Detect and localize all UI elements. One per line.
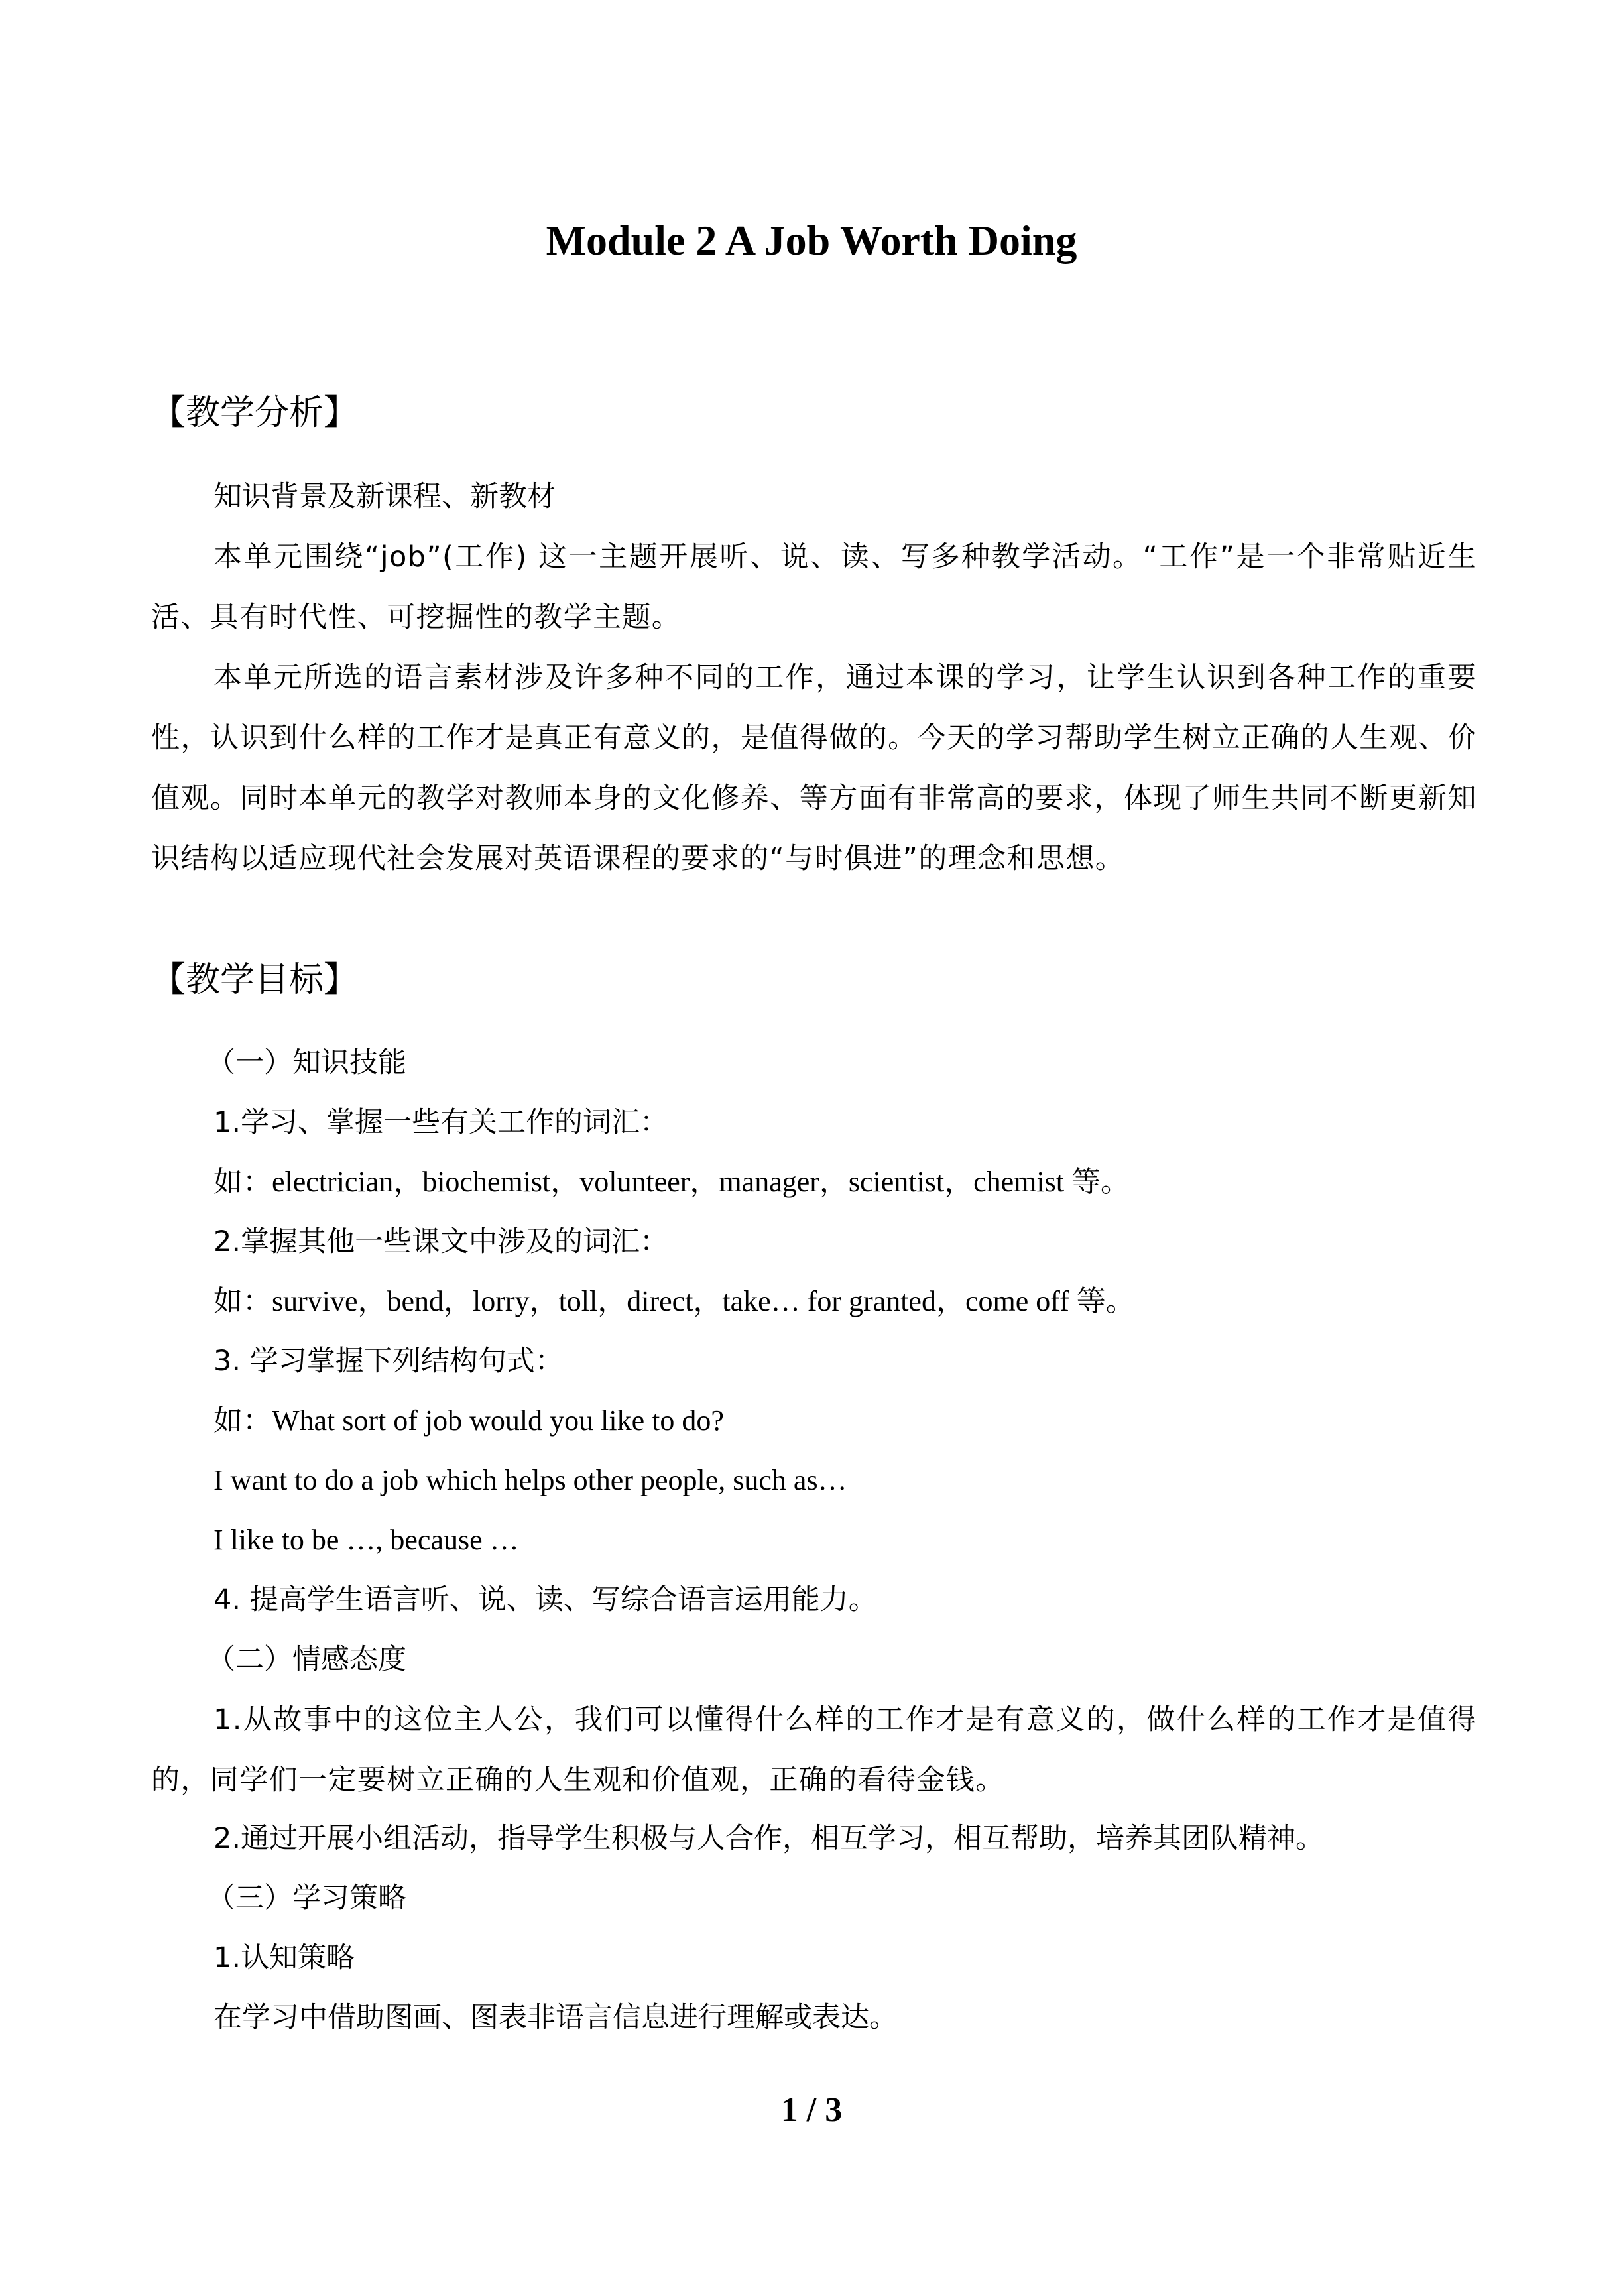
sentence-pattern-1: 如：What sort of job would you like to do? [213,1404,724,1437]
knowledge-item-3: 3. 学习掌握下列结构句式： [213,1345,564,1378]
knowledge-item-2-example: 如：survive，bend，lorry，toll，direct，take… for granted，come off 等。 [213,1285,1135,1317]
sentence-pattern-3: I like to be …, because … [213,1524,519,1556]
knowledge-item-1: 1.学习、掌握一些有关工作的词汇： [213,1106,669,1139]
analysis-paragraph-2: 本单元所选的语言素材涉及许多种不同的工作，通过本课的学习，让学生认识到各种工作的重要性，认识到什么样的工作才是真正有意义的，是值得做的。今天的学习帮助学生树立正确的人生观、价值观。同时本单元的教学对教师本身的文化修养、等方面有非常高的要求，体现了师生共同不断更新知识结构以适应现代社会发展对英语课程的要求的“与时俱进”的理念和思想。 [151,661,1477,875]
section-heading-objectives: 【教学目标】 [151,960,359,1000]
strategy-item-1: 1.认知策略 [213,1941,355,1974]
attitude-item-2: 2.通过开展小组活动，指导学生积极与人合作，相互学习，相互帮助，培养其团队精神。 [213,1822,1325,1855]
attitude-item-1: 1.从故事中的这位主人公，我们可以懂得什么样的工作才是有意义的，做什么样的工作才是值得的，同学们一定要树立正确的人生观和价值观，正确的看待金钱。 [151,1703,1477,1797]
page-number: 1 / 3 [780,2091,843,2129]
document-title: Module 2 A Job Worth Doing [546,217,1077,264]
strategy-item-1-description: 在学习中借助图画、图表非语言信息进行理解或表达。 [213,2001,898,2034]
knowledge-item-2: 2.掌握其他一些课文中涉及的词汇： [213,1225,669,1258]
analysis-subtitle: 知识背景及新课程、新教材 [213,480,556,513]
attitude-heading: （二）情感态度 [207,1643,406,1676]
knowledge-item-1-example: 如：electrician，biochemist，volunteer，manager，scientist，chemist 等。 [213,1166,1130,1198]
analysis-paragraph-1: 本单元围绕“job”(工作) 这一主题开展听、说、读、写多种教学活动。“工作”是一个非常贴近生活、具有时代性、可挖掘性的教学主题。 [151,540,1477,634]
strategy-heading: （三）学习策略 [207,1882,406,1915]
section-heading-analysis: 【教学分析】 [151,393,359,433]
knowledge-item-4: 4. 提高学生语言听、说、读、写综合语言运用能力。 [213,1583,877,1616]
knowledge-skills-heading: （一）知识技能 [207,1046,406,1079]
sentence-pattern-2: I want to do a job which helps other people, such as… [213,1464,847,1496]
